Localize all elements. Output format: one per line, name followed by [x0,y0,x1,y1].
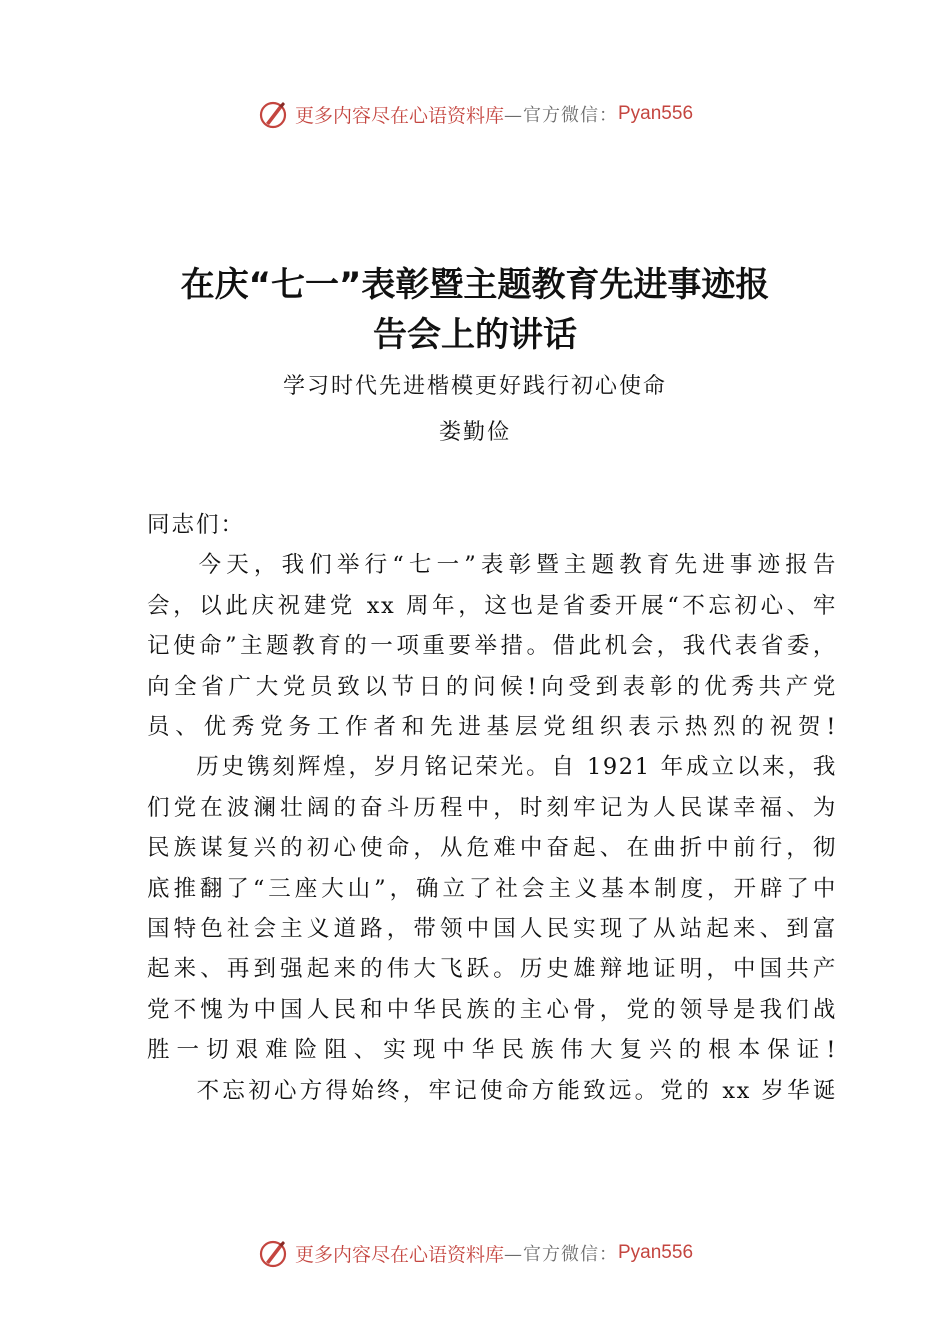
paragraph-1 [147,545,837,747]
text-line: 底推翻了“三座大山”，确立了社会主义基本制度，开辟了中 [147,875,837,902]
banner-wechat-id: Pyan556 [618,103,694,124]
text-line: 今天，我们举行“七一”表彰暨主题教育先进事迹报告 [195,552,837,579]
banner-main: 更多内容尽在心语资料库 [294,104,504,127]
text-line: 会，以此庆祝建党 xx 周年，这也是省委开展“不忘初心、牢 [147,592,837,619]
document-title [110,260,840,360]
text-line: 向全省广大党员致以节日的问候!向受到表彰的优秀共产党 [147,673,837,700]
title-line-1: 在庆“七一”表彰暨主题教育先进事迹报 [180,265,770,305]
author-name: 娄勤俭 [438,420,511,445]
text-line: 员、优秀党务工作者和先进基层党组织表示热烈的祝贺! [147,714,837,741]
text-line: 党不愧为中国人民和中华民族的主心骨，党的领导是我们战 [147,996,837,1023]
text-line: 们党在波澜壮阔的奋斗历程中，时刻牢记为人民谋幸福、为 [147,794,837,821]
footer-banner [0,1233,950,1273]
banner-sub: —官方微信： [504,1244,618,1265]
text-line: 民族谋复兴的初心使命，从危难中奋起、在曲折中前行，彻 [147,835,837,862]
document-subtitle: 学习时代先进楷模更好践行初心使命 [282,374,667,399]
banner-text [295,1240,693,1267]
text-line: 记使命”主题教育的一项重要举措。借此机会，我代表省委， [147,633,837,660]
header-banner [0,94,950,134]
banner-text [295,101,693,128]
text-line: 历史镌刻辉煌，岁月铭记荣光。自 1921 年成立以来，我 [195,754,837,781]
text-line: 胜一切艰难险阻、实现中华民族伟大复兴的根本保证! [147,1037,837,1064]
paragraph-2 [147,747,837,1070]
greeting: 同志们： [147,512,246,538]
text-line: 不忘初心方得始终，牢记使命方能致远。党的 xx 岁华诞 [195,1077,837,1104]
banner-main: 更多内容尽在心语资料库 [294,1243,504,1266]
banner-wechat-id: Pyan556 [618,1242,694,1263]
pen-logo-icon [257,1237,289,1269]
text-line: 起来、再到强起来的伟大飞跃。历史雄辩地证明，中国共产 [147,956,837,983]
banner-sub: —官方微信： [504,105,618,126]
title-line-2: 告会上的讲话 [373,315,577,355]
text-line: 国特色社会主义道路，带领中国人民实现了从站起来、到富 [147,916,837,943]
paragraph-3 [147,1071,837,1111]
pen-logo-icon [257,98,289,130]
document-body [147,505,837,1111]
